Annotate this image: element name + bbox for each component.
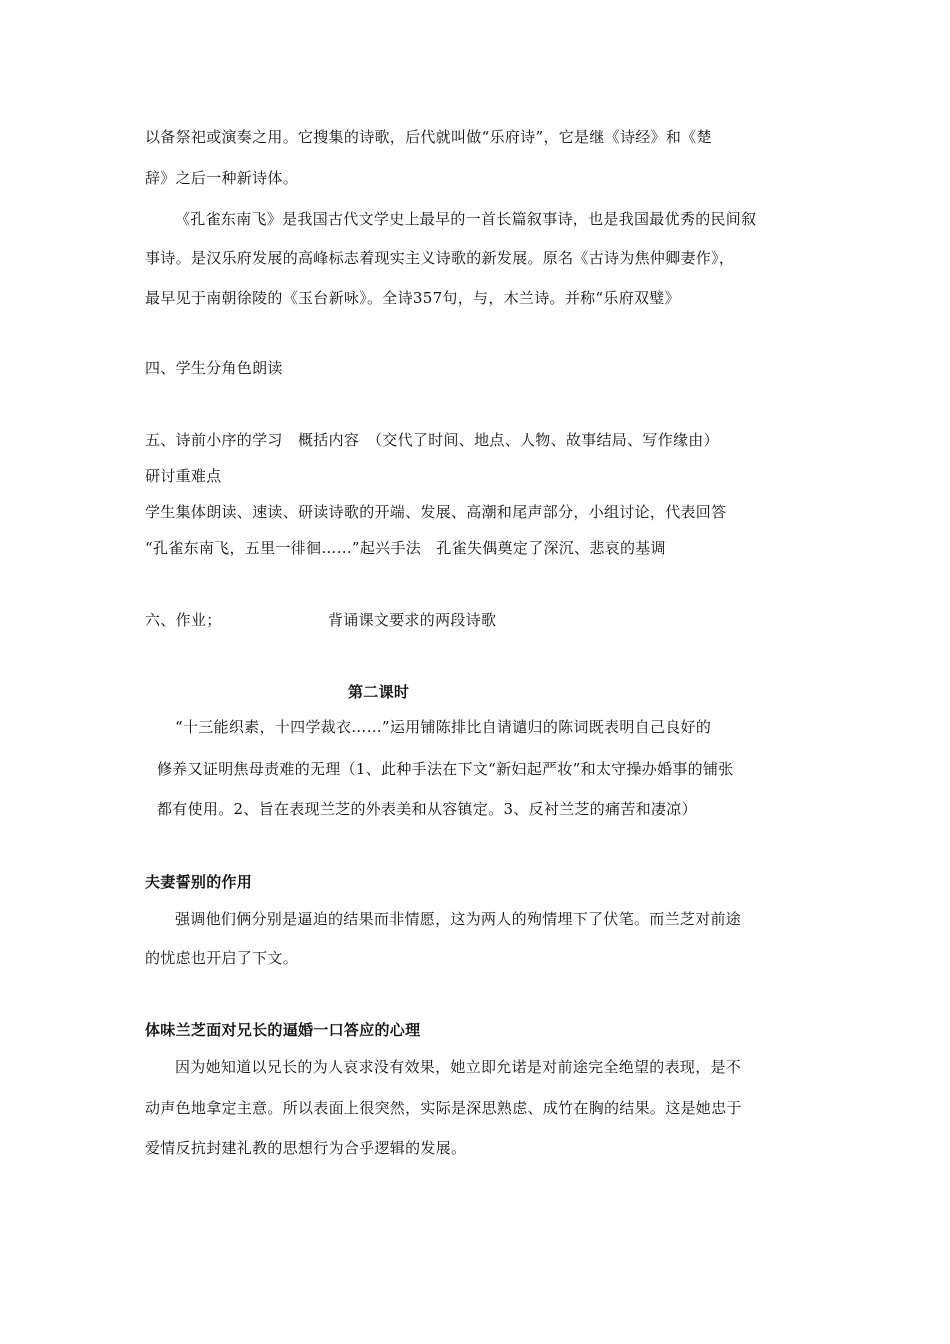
section-heading: 六、作业； — [145, 611, 222, 629]
section-heading: 四、学生分角色朗读 — [145, 359, 283, 377]
subheading: 体味兰芝面对兄长的逼婚一口答应的心理 — [145, 1021, 421, 1039]
text-line: 动声色地拿定主意。所以表面上很突然，实际是深思熟虑、成竹在胸的结果。这是她忠于 — [145, 1099, 742, 1117]
text-line: 背诵课文要求的两段诗歌 — [328, 611, 497, 629]
text-line: 以备祭祀或演奏之用。它搜集的诗歌，后代就叫做“乐府诗”，它是继《诗经》和《楚 — [145, 128, 712, 146]
text-line: 的忧虑也开启了下文。 — [145, 949, 299, 967]
text-line: 都有使用。2、旨在表现兰芝的外表美和从容镇定。3、反衬兰芝的痛苦和凄凉） — [157, 800, 697, 818]
text-line: “孔雀东南飞，五里一徘徊……”起兴手法 孔雀失偶奠定了深沉、悲哀的基调 — [145, 539, 666, 557]
text-line: 修养又证明焦母责难的无理（1、此种手法在下文“新妇起严妆”和太守操办婚事的铺张 — [157, 760, 734, 778]
lesson-title: 第二课时 — [348, 683, 410, 701]
text-line: 《孔雀东南飞》是我国古代文学史上最早的一首长篇叙事诗，也是我国最优秀的民间叙 — [175, 210, 757, 228]
section-heading: 五、诗前小序的学习 概括内容 （交代了时间、地点、人物、故事结局、写作缘由） — [145, 431, 719, 449]
text-line: “十三能织素，十四学裁衣……”运用铺陈排比自请谴归的陈词既表明自己良好的 — [175, 718, 712, 736]
subheading: 夫妻誓别的作用 — [145, 873, 253, 891]
text-line: 爱情反抗封建礼教的思想行为合乎逻辑的发展。 — [145, 1139, 467, 1157]
text-line: 强调他们俩分别是逼迫的结果而非情愿，这为两人的殉情埋下了伏笔。而兰芝对前途 — [175, 910, 742, 928]
text-line: 事诗。是汉乐府发展的高峰标志着现实主义诗歌的新发展。原名《古诗为焦仲卿妻作》， — [145, 249, 735, 267]
text-line: 学生集体朗读、速读、研读诗歌的开端、发展、高潮和尾声部分，小组讨论，代表回答 — [145, 503, 727, 521]
text-line: 研讨重难点 — [145, 467, 222, 485]
text-line: 因为她知道以兄长的为人哀求没有效果，她立即允诺是对前途完全绝望的表现，是不 — [175, 1058, 742, 1076]
text-line: 最早见于南朝徐陵的《玉台新咏》。全诗357句，与，木兰诗。并称“乐府双璧》 — [145, 289, 680, 307]
text-line: 辞》之后一种新诗体。 — [145, 169, 299, 187]
